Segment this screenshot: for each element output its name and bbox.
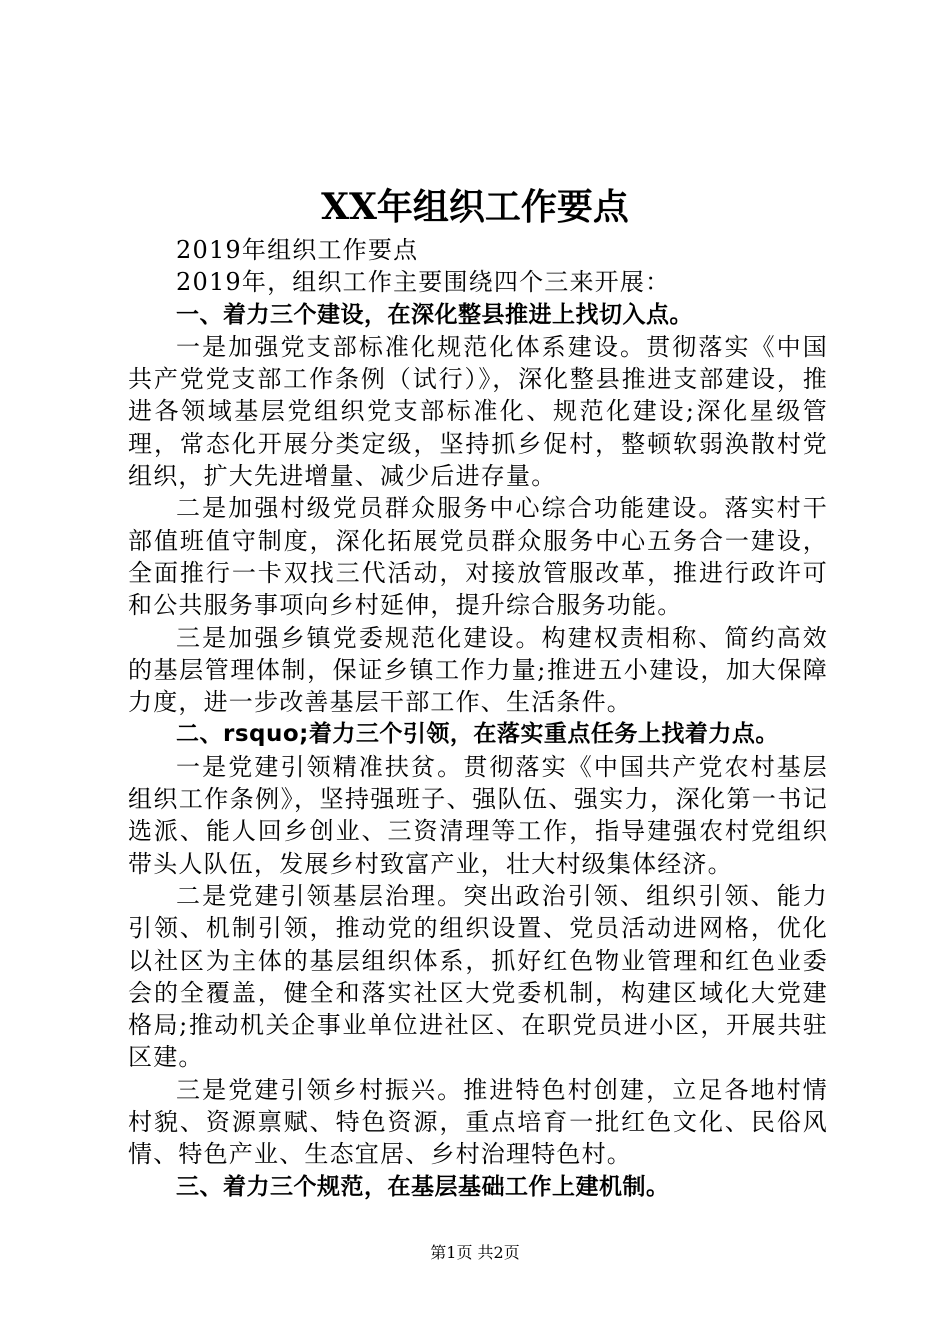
- section-heading-3: 三、着力三个规范，在基层基础工作上建机制。: [176, 1173, 670, 1200]
- paragraph-2: 2019年，组织工作主要围绕四个三来开展：: [176, 268, 671, 297]
- paragraph-3: 一是加强党支部标准化规范化体系建设。贯彻落实《中国共产党党支部工作条例（试行）》，深化整县推进支部建设，推进各领域基层党组织党支部标准化、规范化建设;深化星级管理，常态化开展分类定级，坚持抓乡促村，整顿软弱涣散村党组织，扩大先进增量、减少后进存量。: [128, 332, 828, 491]
- section-heading-2: 二、rsquo;着力三个引领，在落实重点任务上找着力点。: [176, 721, 779, 748]
- document-body: [128, 234, 828, 1203]
- section-heading-1: 一、着力三个建设，在深化整县推进上找切入点。: [176, 301, 693, 328]
- paragraph-1: 2019年组织工作要点: [176, 236, 419, 264]
- document-title: XX年组织工作要点: [321, 186, 629, 228]
- paragraph-5: 三是加强乡镇党委规范化建设。构建权责相称、简约高效的基层管理体制，保证乡镇工作力量;推进五小建设，加大保障力度，进一步改善基层干部工作、生活条件。: [128, 623, 828, 717]
- paragraph-6: 一是党建引领精准扶贫。贯彻落实《中国共产党农村基层组织工作条例》，坚持强班子、强队伍、强实力，深化第一书记选派、能人回乡创业、三资清理等工作，指导建强农村党组织带头人队伍，发展乡村致富产业，壮大村级集体经济。: [128, 752, 828, 878]
- paragraph-7: 二是党建引领基层治理。突出政治引领、组织引领、能力引领、机制引领，推动党的组织设置、党员活动进网格，优化以社区为主体的基层组织体系，抓好红色物业管理和红色业委会的全覆盖，健全和落实社区大党委机制，构建区域化大党建格局;推动机关企事业单位进社区、在职党员进小区，开展共驻区建。: [128, 881, 828, 1072]
- paragraph-4: 二是加强村级党员群众服务中心综合功能建设。落实村干部值班值守制度，深化拓展党员群众服务中心五务合一建设，全面推行一卡双找三代活动，对接放管服改革，推进行政许可和公共服务事项向乡村延伸，提升综合服务功能。: [128, 494, 828, 620]
- paragraph-8: 三是党建引领乡村振兴。推进特色村创建，立足各地村情村貌、资源禀赋、特色资源，重点培育一批红色文化、民俗风情、特色产业、生态宜居、乡村治理特色村。: [128, 1075, 828, 1169]
- page-footer: 第1页 共2页: [430, 1243, 520, 1262]
